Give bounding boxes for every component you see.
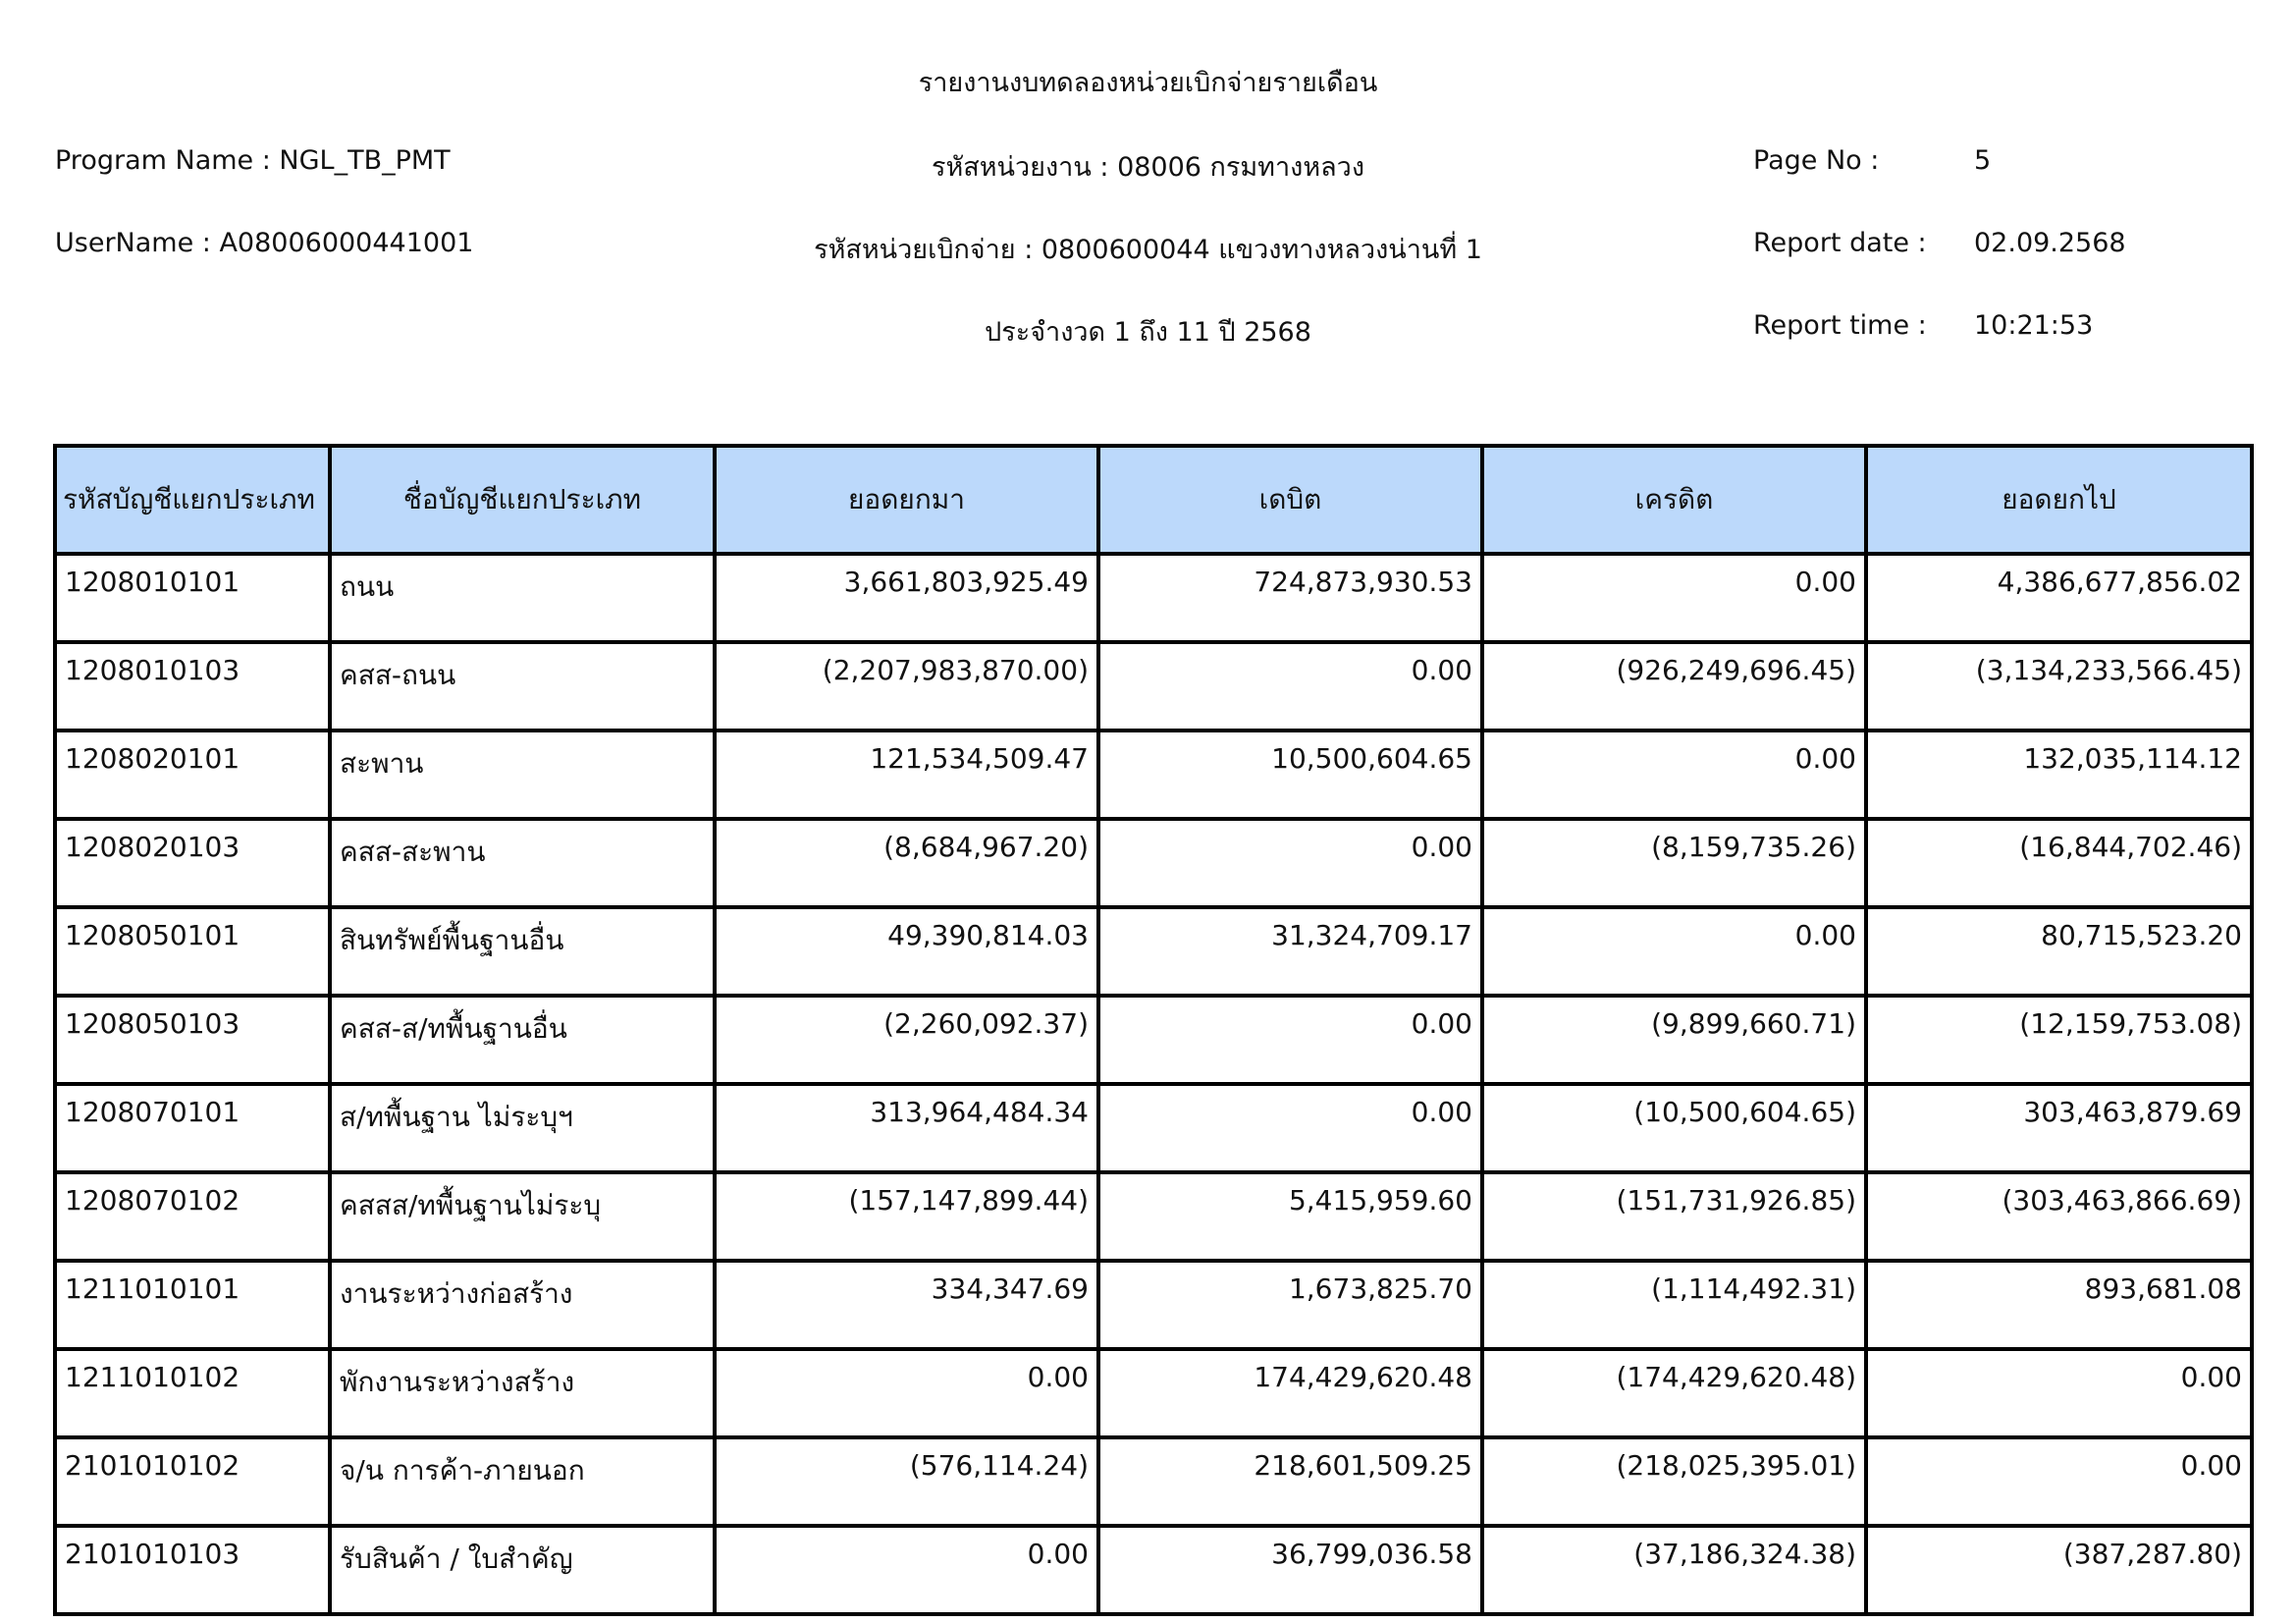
credit-cell: (8,159,735.26) [1482,819,1866,907]
closing-balance-cell: 893,681.08 [1866,1261,2252,1349]
debit-cell: 0.00 [1098,642,1482,730]
credit-cell: (174,429,620.48) [1482,1349,1866,1437]
report-date: 02.09.2568 [1974,228,2126,258]
account-name-cell: คสส-ถนน [330,642,715,730]
credit-cell: 0.00 [1482,730,1866,819]
opening-balance-cell: (2,207,983,870.00) [715,642,1098,730]
opening-balance-cell: 313,964,484.34 [715,1084,1098,1172]
account-code-cell: 1211010101 [55,1261,330,1349]
table-header-row [55,446,2252,554]
account-name-cell: งานระหว่างก่อสร้าง [330,1261,715,1349]
closing-balance-cell: 132,035,114.12 [1866,730,2252,819]
credit-cell: 0.00 [1482,554,1866,642]
credit-cell: 0.00 [1482,907,1866,996]
trial-balance-table [53,444,2254,1616]
table-row [55,554,2252,642]
opening-balance-cell: (157,147,899.44) [715,1172,1098,1261]
account-code-cell: 1211010102 [55,1349,330,1437]
report-date-label: Report date : [1753,228,1927,258]
account-code-cell: 2101010103 [55,1526,330,1614]
closing-balance-cell: 303,463,879.69 [1866,1084,2252,1172]
table-row [55,1084,2252,1172]
closing-balance-cell: (16,844,702.46) [1866,819,2252,907]
closing-balance-cell: (303,463,866.69) [1866,1172,2252,1261]
closing-balance-cell: 0.00 [1866,1437,2252,1526]
report-title: รายงานงบทดลองหน่วยเบิกจ่ายรายเดือน [918,68,1378,98]
debit-cell: 0.00 [1098,996,1482,1084]
debit-cell: 10,500,604.65 [1098,730,1482,819]
table-row [55,1349,2252,1437]
account-name-cell: คสส-ส/ทพื้นฐานอื่น [330,996,715,1084]
account-name-cell: จ/น การค้า-ภายนอก [330,1437,715,1526]
column-header-credit: เครดิต [1482,446,1866,554]
disbursing-unit: รหัสหน่วยเบิกจ่าย : 0800600044 แขวงทางหลวงน่านที่ 1 [814,235,1482,265]
debit-cell: 724,873,930.53 [1098,554,1482,642]
account-code-cell: 1208010103 [55,642,330,730]
page-no: 5 [1974,145,1992,176]
column-header-closing-balance: ยอดยกไป [1866,446,2252,554]
table-row [55,996,2252,1084]
agency-code: รหัสหน่วยงาน : 08006 กรมทางหลวง [931,152,1365,183]
table-row [55,1526,2252,1614]
account-code-cell: 1208020101 [55,730,330,819]
opening-balance-cell: 3,661,803,925.49 [715,554,1098,642]
account-name-cell: ถนน [330,554,715,642]
credit-cell: (9,899,660.71) [1482,996,1866,1084]
column-header-account-code: รหัสบัญชีแยกประเภท [55,446,330,554]
debit-cell: 5,415,959.60 [1098,1172,1482,1261]
table-body [55,554,2252,1614]
debit-cell: 31,324,709.17 [1098,907,1482,996]
opening-balance-cell: (576,114.24) [715,1437,1098,1526]
opening-balance-cell: (2,260,092.37) [715,996,1098,1084]
column-header-debit: เดบิต [1098,446,1482,554]
report-time-label: Report time : [1753,310,1927,341]
column-header-account-name: ชื่อบัญชีแยกประเภท [330,446,715,554]
credit-cell: (151,731,926.85) [1482,1172,1866,1261]
opening-balance-cell: 49,390,814.03 [715,907,1098,996]
account-name-cell: สะพาน [330,730,715,819]
table-row [55,1172,2252,1261]
opening-balance-cell: (8,684,967.20) [715,819,1098,907]
account-code-cell: 1208070101 [55,1084,330,1172]
account-name-cell: พักงานระหว่างสร้าง [330,1349,715,1437]
account-code-cell: 1208050101 [55,907,330,996]
credit-cell: (218,025,395.01) [1482,1437,1866,1526]
credit-cell: (926,249,696.45) [1482,642,1866,730]
account-code-cell: 1208010101 [55,554,330,642]
program-name: Program Name : NGL_TB_PMT [55,145,451,176]
credit-cell: (1,114,492.31) [1482,1261,1866,1349]
opening-balance-cell: 121,534,509.47 [715,730,1098,819]
debit-cell: 174,429,620.48 [1098,1349,1482,1437]
account-name-cell: คสส-สะพาน [330,819,715,907]
page-no-label: Page No : [1753,145,1880,176]
credit-cell: (10,500,604.65) [1482,1084,1866,1172]
account-code-cell: 1208050103 [55,996,330,1084]
account-name-cell: สินทรัพย์พื้นฐานอื่น [330,907,715,996]
opening-balance-cell: 334,347.69 [715,1261,1098,1349]
user-name: UserName : A08006000441001 [55,228,474,258]
account-name-cell: ส/ทพื้นฐาน ไม่ระบุฯ [330,1084,715,1172]
account-code-cell: 1208070102 [55,1172,330,1261]
closing-balance-cell: (3,134,233,566.45) [1866,642,2252,730]
opening-balance-cell: 0.00 [715,1349,1098,1437]
closing-balance-cell: (387,287.80) [1866,1526,2252,1614]
table-row [55,819,2252,907]
account-code-cell: 1208020103 [55,819,330,907]
table-row [55,642,2252,730]
column-header-opening-balance: ยอดยกมา [715,446,1098,554]
debit-cell: 36,799,036.58 [1098,1526,1482,1614]
table-row [55,730,2252,819]
report-period: ประจำงวด 1 ถึง 11 ปี 2568 [985,317,1311,348]
table-row [55,1261,2252,1349]
table-row [55,1437,2252,1526]
opening-balance-cell: 0.00 [715,1526,1098,1614]
account-code-cell: 2101010102 [55,1437,330,1526]
credit-cell: (37,186,324.38) [1482,1526,1866,1614]
closing-balance-cell: 4,386,677,856.02 [1866,554,2252,642]
debit-cell: 0.00 [1098,1084,1482,1172]
debit-cell: 1,673,825.70 [1098,1261,1482,1349]
account-name-cell: คสสส/ทพื้นฐานไม่ระบุ [330,1172,715,1261]
report-time: 10:21:53 [1974,310,2094,341]
debit-cell: 218,601,509.25 [1098,1437,1482,1526]
table-row [55,907,2252,996]
debit-cell: 0.00 [1098,819,1482,907]
closing-balance-cell: 80,715,523.20 [1866,907,2252,996]
closing-balance-cell: (12,159,753.08) [1866,996,2252,1084]
closing-balance-cell: 0.00 [1866,1349,2252,1437]
account-name-cell: รับสินค้า / ใบสำคัญ [330,1526,715,1614]
